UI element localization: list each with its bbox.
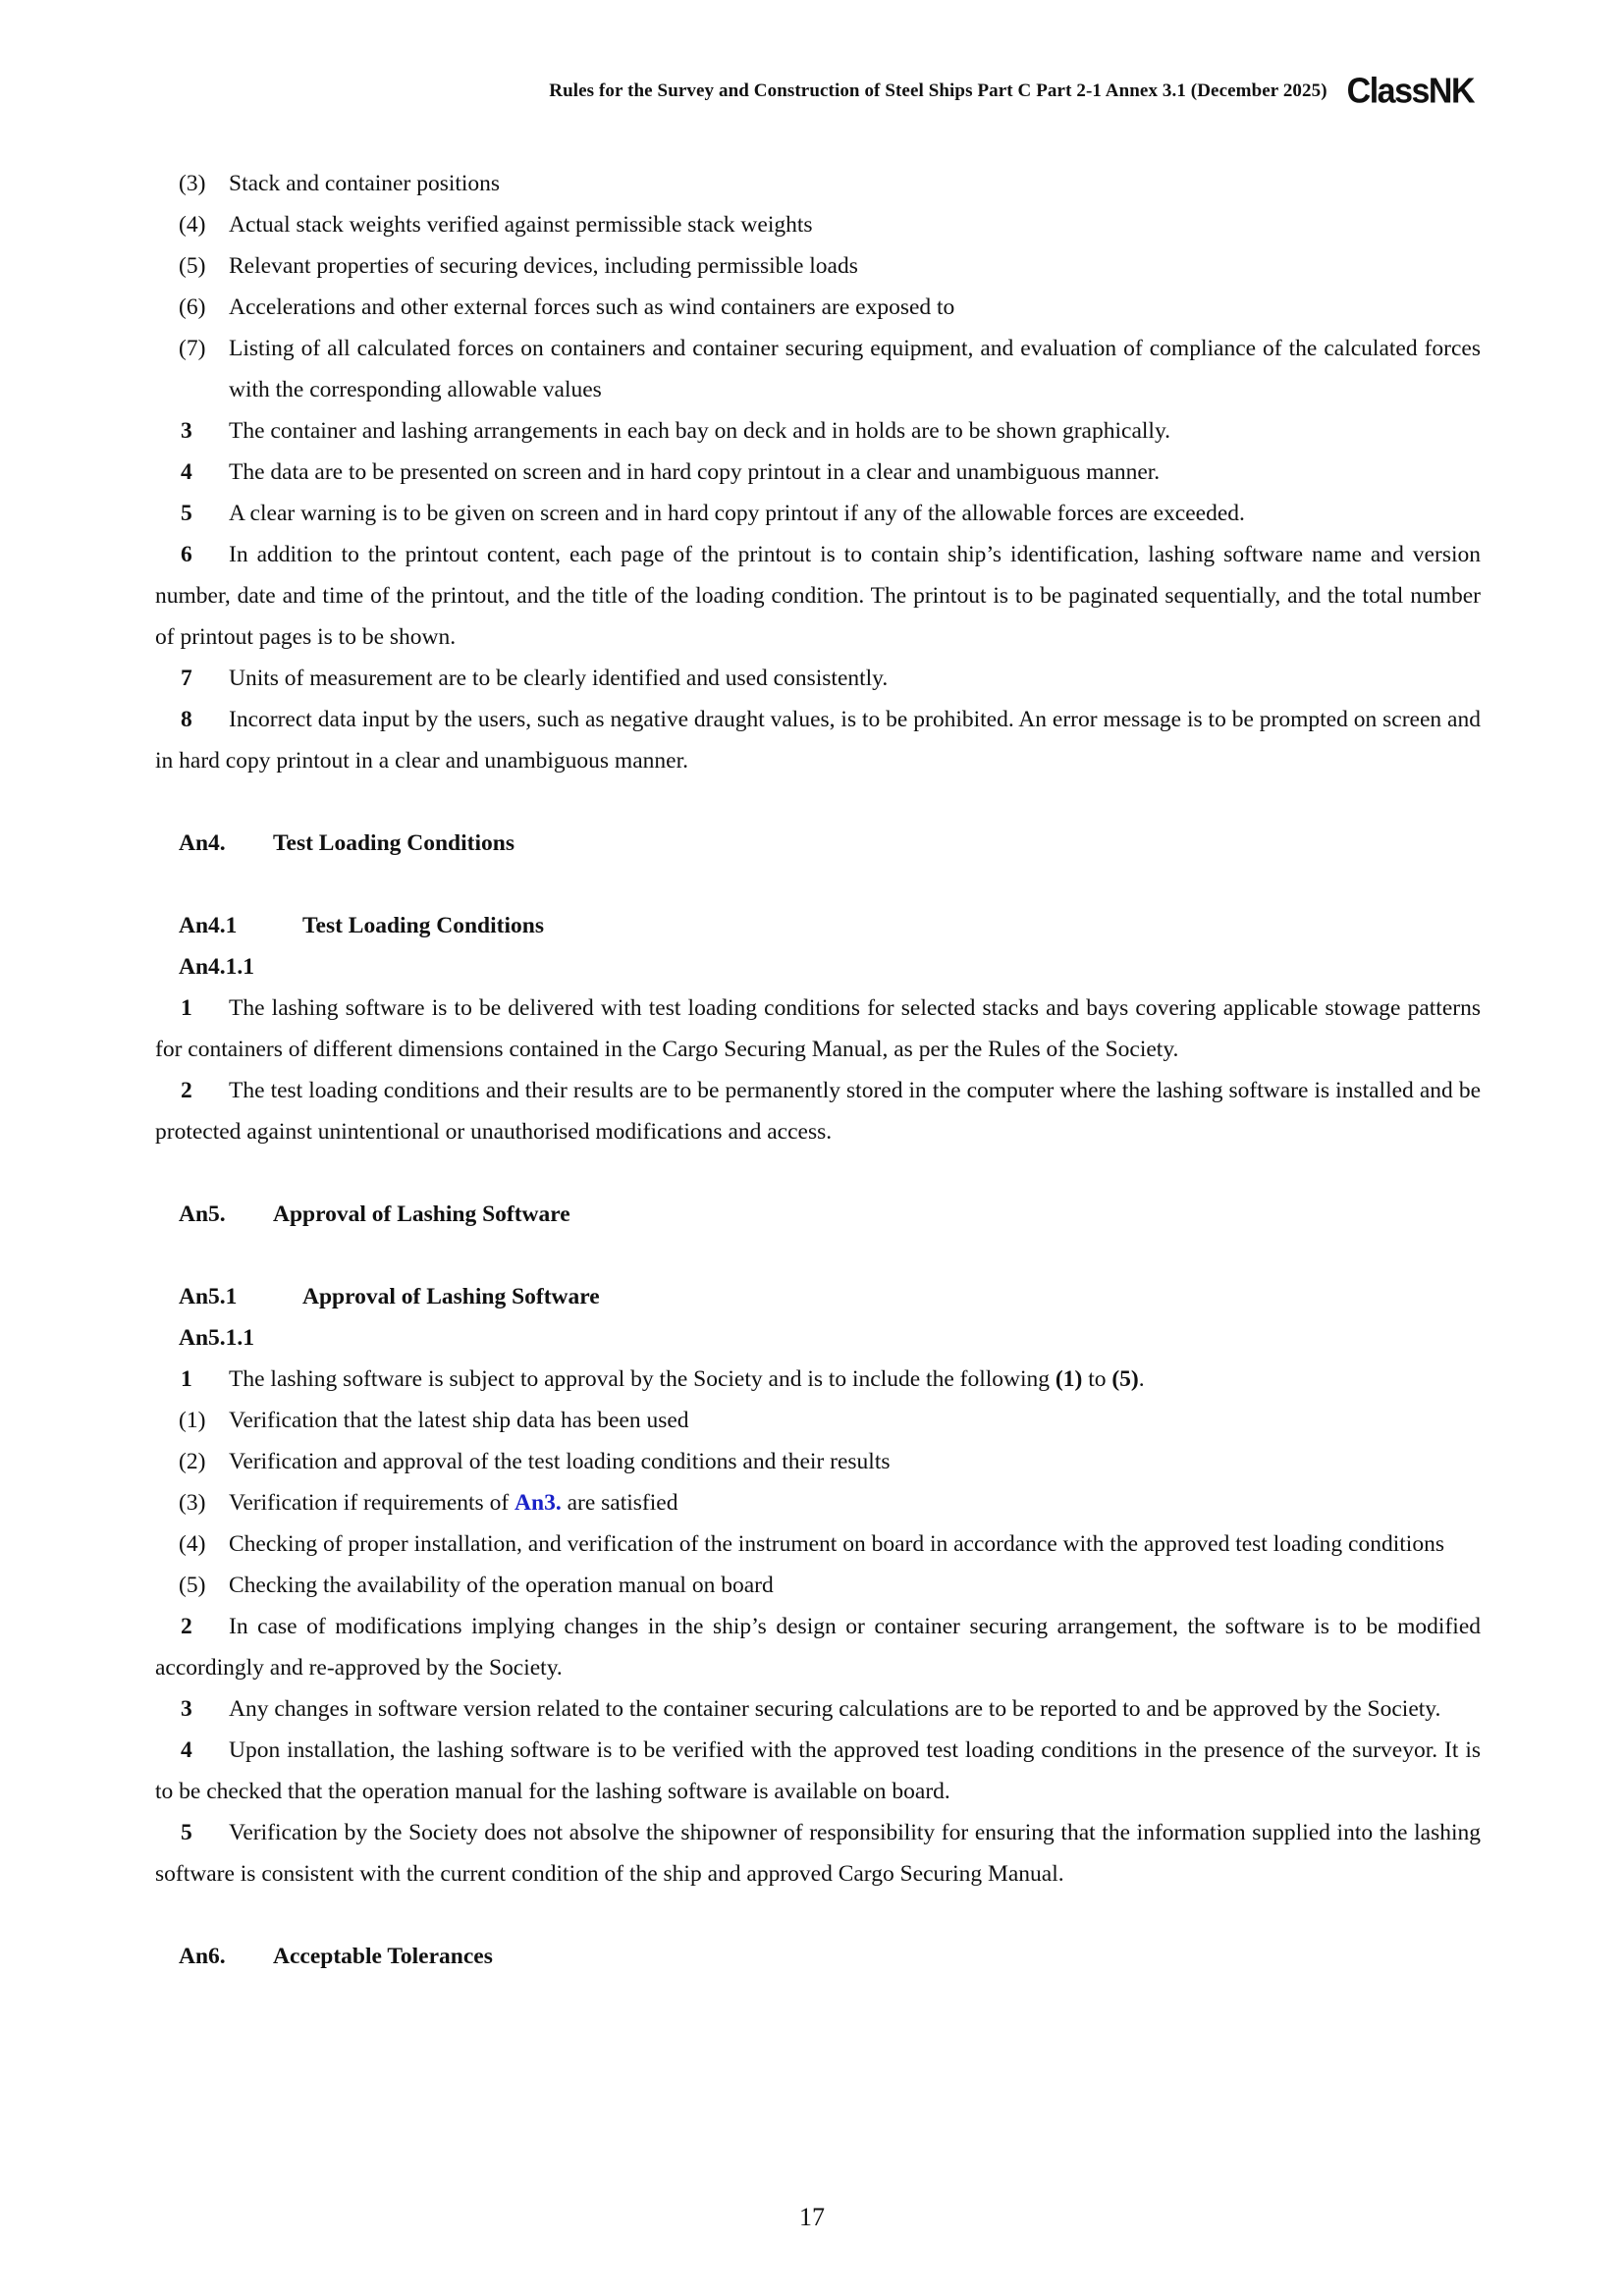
list-item: [155, 1400, 1481, 1441]
subsection-title: Approval of Lashing Software: [302, 1284, 600, 1309]
list-item-label: (1): [179, 1408, 206, 1433]
list-item-label: (4): [179, 212, 206, 238]
paragraph: [155, 658, 1481, 699]
spacer: [155, 1895, 1481, 1936]
list-item-text: Checking of proper installation, and verification of the instrument on board in accordance with the approved test loading conditions: [229, 1531, 1444, 1557]
subsubsection-heading-an5-1-1: An5.1.1: [179, 1325, 255, 1351]
paragraph: [155, 493, 1481, 534]
paragraph-number: 5: [181, 1820, 192, 1845]
section-title: Approval of Lashing Software: [273, 1201, 570, 1227]
paragraph-text-before: The lashing software is subject to approval by the Society and is to include the following: [229, 1366, 1056, 1392]
paragraph-text: Verification by the Society does not absolve the shipowner of responsibility for ensuring that the information supplied into the lashing software is consistent with the current condition of the ship and approved Cargo Securing Manual.: [155, 1820, 1481, 1887]
list-item-label: (2): [179, 1449, 206, 1474]
section-heading-an4: [155, 823, 1481, 864]
page-content: [155, 163, 1481, 1977]
subsection-number: An4.1: [179, 913, 238, 938]
paragraph: [155, 1606, 1481, 1688]
paragraph-text: Upon installation, the lashing software is to be verified with the approved test loading conditions in the presence of the surveyor. It is to be checked that the operation manual for the lashing software is available on board.: [155, 1737, 1481, 1804]
list-item-label: (7): [179, 336, 206, 361]
list-item-text: Stack and container positions: [229, 171, 501, 196]
list-item-text: Accelerations and other external forces such as wind containers are exposed to: [229, 294, 955, 320]
paragraph-text: Incorrect data input by the users, such as negative draught values, is to be prohibited. An error message is to be prompted on screen and in hard copy printout in a clear and unambiguous manner.: [155, 707, 1481, 774]
list-item-label: (6): [179, 294, 206, 320]
paragraph-number: 3: [181, 1696, 192, 1722]
list-item-text: [229, 1482, 1481, 1523]
paragraph: [155, 1359, 1481, 1400]
list-item: [155, 163, 1481, 204]
paragraph-number: 3: [181, 418, 192, 444]
paragraph-number: 5: [181, 501, 192, 526]
section-title: Test Loading Conditions: [273, 830, 514, 856]
reference-end: (5): [1111, 1366, 1139, 1392]
paragraph: [155, 1812, 1481, 1895]
paragraph-text: In case of modifications implying changes in the ship’s design or container securing arrangement, the software is to be modified accordingly and re-approved by the Society.: [155, 1614, 1481, 1681]
list-item-text: Actual stack weights verified against permissible stack weights: [229, 212, 813, 238]
paragraph-text: Any changes in software version related to the container securing calculations are to be reported to and be approved by the Society.: [229, 1696, 1441, 1722]
paragraph: [155, 1070, 1481, 1152]
classnk-logo: ClassNK: [1346, 72, 1474, 111]
paragraph: [155, 1688, 1481, 1730]
list-item: [155, 1482, 1481, 1523]
section-number: An6.: [179, 1944, 226, 1969]
paragraph-number: 1: [181, 1366, 192, 1392]
reference-start: (1): [1055, 1366, 1083, 1392]
spacer: [155, 1152, 1481, 1194]
paragraph-number: 4: [181, 1737, 192, 1763]
list-item: [155, 328, 1481, 410]
section-heading-an6: [155, 1936, 1481, 1977]
section-heading-an5: [155, 1194, 1481, 1235]
paragraph-number: 6: [181, 542, 192, 567]
list-item-text-after: are satisfied: [561, 1490, 678, 1516]
page-header: [549, 72, 1474, 111]
list-item-label: (3): [179, 171, 206, 196]
paragraph-text: The data are to be presented on screen and in hard copy printout in a clear and unambiguous manner.: [229, 459, 1161, 485]
subsection-heading-an5-1: [155, 1276, 1481, 1317]
section-number: An4.: [179, 830, 226, 856]
paragraph: [155, 988, 1481, 1070]
paragraph-number: 1: [181, 995, 192, 1021]
paragraph-text: The lashing software is to be delivered with test loading conditions for selected stacks and bays covering applicable stowage patterns for containers of different dimensions contained in the Cargo Securing Manual, as per the Rules of the Society.: [155, 995, 1481, 1062]
paragraph: [155, 452, 1481, 493]
section-number: An5.: [179, 1201, 226, 1227]
spacer: [155, 781, 1481, 823]
subsection-number: An5.1: [179, 1284, 238, 1309]
paragraph-number: 2: [181, 1614, 192, 1639]
list-item-label: (5): [179, 1573, 206, 1598]
paragraph: [155, 410, 1481, 452]
subsection-title: Test Loading Conditions: [302, 913, 544, 938]
list-item-label: (3): [179, 1490, 206, 1516]
spacer: [155, 864, 1481, 905]
list-item: [155, 1565, 1481, 1606]
paragraph-text: Units of measurement are to be clearly identified and used consistently.: [229, 666, 889, 691]
spacer: [155, 1235, 1481, 1276]
paragraph: [155, 1730, 1481, 1812]
paragraph-text: In addition to the printout content, each page of the printout is to contain ship’s identification, lashing software name and version number, date and time of the printout, and the title of the loading condition. The printout is to be paginated sequentially, and the total number of printout pages is to be shown.: [155, 542, 1481, 650]
list-item-text: Verification and approval of the test loading conditions and their results: [229, 1449, 891, 1474]
paragraph: [155, 699, 1481, 781]
paragraph-number: 2: [181, 1078, 192, 1103]
paragraph-number: 7: [181, 666, 192, 691]
list-item: [155, 1441, 1481, 1482]
paragraph-number: 4: [181, 459, 192, 485]
paragraph-text: [229, 1359, 1481, 1400]
paragraph-text: A clear warning is to be given on screen and in hard copy printout if any of the allowable forces are exceeded.: [229, 501, 1245, 526]
page-number: 17: [799, 2203, 825, 2231]
list-item-label: (5): [179, 253, 206, 279]
paragraph-text: The container and lashing arrangements in each bay on deck and in holds are to be shown graphically.: [229, 418, 1171, 444]
list-item-text: Checking the availability of the operation manual on board: [229, 1573, 774, 1598]
paragraph-text: The test loading conditions and their results are to be permanently stored in the computer where the lashing software is installed and be protected against unintentional or unauthorised modifications and access.: [155, 1078, 1481, 1145]
an3-link[interactable]: An3.: [514, 1490, 562, 1516]
list-item: [155, 204, 1481, 245]
list-item-text-before: Verification if requirements of: [229, 1490, 515, 1516]
list-item-text: Verification that the latest ship data has been used: [229, 1408, 689, 1433]
paragraph-text-mid: to: [1082, 1366, 1112, 1392]
list-item: [155, 1523, 1481, 1565]
header-title: Rules for the Survey and Construction of Steel Ships Part C Part 2-1 Annex 3.1 (December 2025): [549, 80, 1327, 101]
subsection-heading-an4-1: [155, 905, 1481, 946]
list-item: [155, 245, 1481, 287]
section-title: Acceptable Tolerances: [273, 1944, 493, 1969]
list-item-text: Relevant properties of securing devices, including permissible loads: [229, 253, 858, 279]
subsubsection-heading-an4-1-1: An4.1.1: [179, 954, 255, 980]
list-item-label: (4): [179, 1531, 206, 1557]
paragraph-number: 8: [181, 707, 192, 732]
paragraph-text-after: .: [1138, 1366, 1145, 1392]
paragraph: [155, 534, 1481, 658]
list-item-text: Listing of all calculated forces on containers and container securing equipment, and evaluation of compliance of the calculated forces with the corresponding allowable values: [229, 336, 1481, 402]
list-item: [155, 287, 1481, 328]
